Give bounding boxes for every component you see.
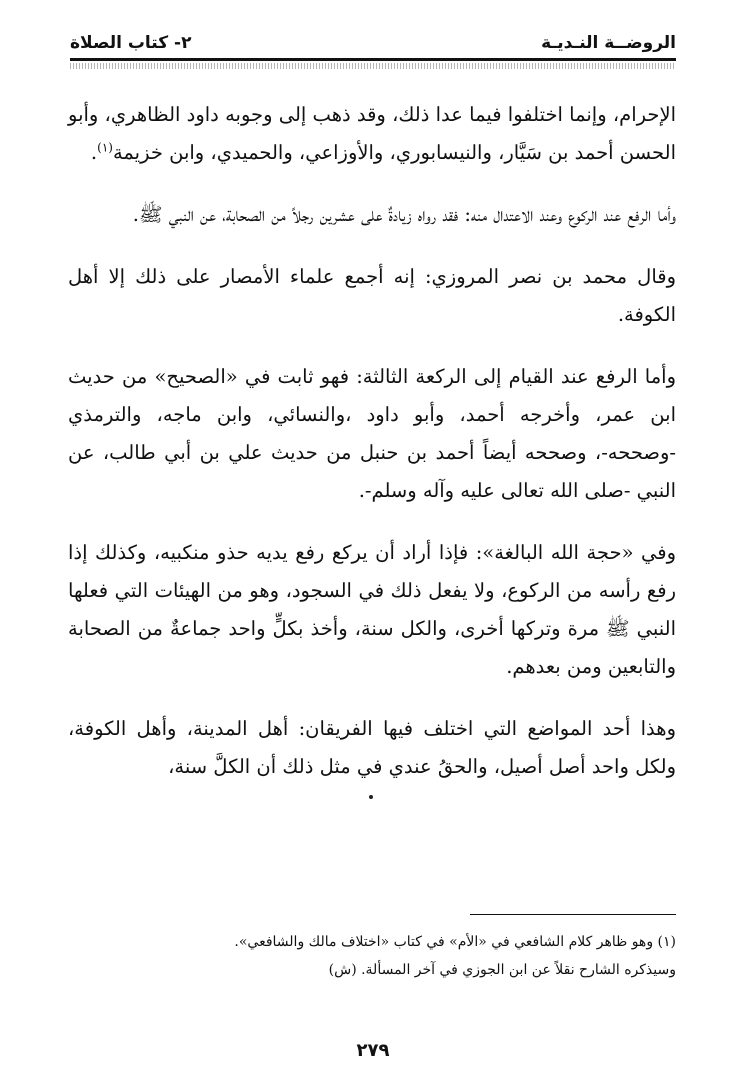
header-rule: [70, 58, 676, 61]
running-header: [70, 30, 676, 56]
paragraph: [68, 534, 676, 686]
stray-dot: [369, 795, 373, 799]
footnotes: [70, 928, 676, 984]
main-text: [68, 96, 676, 810]
header-ornament-band: [70, 63, 676, 69]
paragraph-text: وأما الرفع عند القيام إلى الركعة الثالثة: فهو ثابت في «الصحيح» من حديث ابن عمر، وأخرجه أحمد، وأبو داود ،والنسائي، وابن ماجه، والترمذي -وصححه-، وصححه أيضاً أحمد بن حنبل من حديث علي بن أبي طالب، عن النبي -صلى الله تعالى عليه وآله وسلم-.: [68, 365, 676, 502]
chapter-title: ٢- كتاب الصلاة: [70, 33, 192, 53]
paragraph: [68, 96, 676, 172]
paragraph-text: وفي «حجة الله البالغة»: فإذا أراد أن يركع رفع يديه حذو منكبيه، وكذلك إذا رفع رأسه من الركوع، ولا يفعل ذلك في السجود، وهو من الهيئات التي فعلها النبي ﷺ مرة وتركها أخرى، والكل سنة، وأخذ بكلٍّ واحد جماعةٌ من الصحابة والتابعين ومن بعدهم.: [68, 541, 676, 678]
paragraph-text: الإحرام، وإنما اختلفوا فيما عدا ذلك، وقد ذهب إلى وجوبه داود الظاهري، وأبو الحسن أحمد بن سَيَّار، والنيسابوري، والأوزاعي، والحميدي، وابن خزيمة: [68, 103, 676, 164]
paragraph: [68, 258, 676, 334]
footnote-reference[interactable]: (١): [97, 140, 113, 155]
paragraph-text: وأما الرفع عند الركوع وعند الاعتدال منه: فقد رواه زيادةٌ على عشرين رجلاً من الصحابة، عن النبي ﷺ.: [132, 203, 676, 226]
paragraph: [68, 710, 676, 786]
footnote-line: (١) وهو ظاهر كلام الشافعي في «الأم» في كتاب «اختلاف مالك والشافعي».: [234, 934, 676, 950]
book-title: الروضــة النـديـة: [541, 33, 676, 53]
page-number: ٢٧٩: [356, 1040, 390, 1061]
footnote-line: وسيذكره الشارح نقلاً عن ابن الجوزي في آخر المسألة. (ش): [328, 962, 676, 978]
footnote-separator: [470, 914, 676, 915]
paragraph: [68, 196, 676, 234]
paragraph: [68, 358, 676, 510]
paragraph-text: وهذا أحد المواضع التي اختلف فيها الفريقان: أهل المدينة، وأهل الكوفة، ولكل واحد أصل أصيل، والحقُ عندي في مثل ذلك أن الكلَّ سنة،: [68, 717, 676, 778]
paragraph-tail: .: [90, 141, 98, 164]
paragraph-text: وقال محمد بن نصر المروزي: إنه أجمع علماء الأمصار على ذلك إلا أهل الكوفة.: [68, 265, 676, 326]
